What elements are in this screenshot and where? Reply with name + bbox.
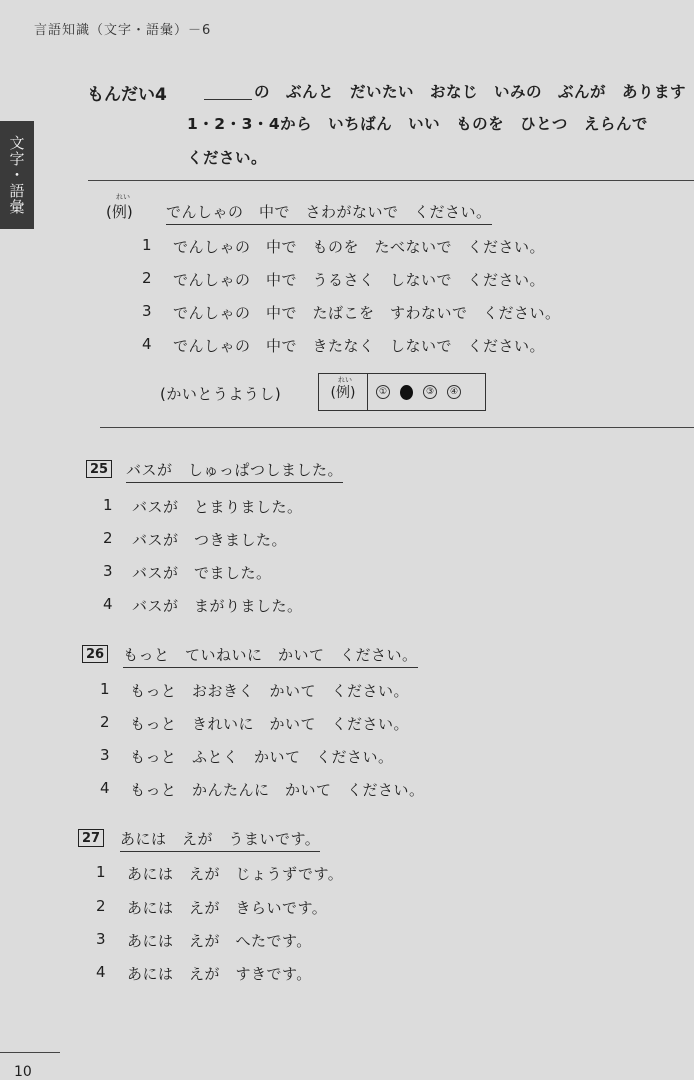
option-text: もっと きれいに かいて ください。 bbox=[130, 715, 410, 733]
option-number: 4 bbox=[96, 963, 106, 981]
answer-sheet-rei-text: (例) bbox=[330, 385, 356, 401]
answer-mark-3: ③ bbox=[423, 385, 437, 399]
option-number: 4 bbox=[100, 779, 110, 797]
question-sentence: あには えが うまいです。 bbox=[120, 828, 320, 852]
mondai-blank-line bbox=[204, 99, 252, 100]
option-number: 3 bbox=[100, 746, 110, 764]
option-number: 3 bbox=[103, 562, 113, 580]
example-option-text: でんしゃの 中で たばこを すわないで ください。 bbox=[173, 304, 561, 322]
section-side-tab: 文字・語彙 bbox=[0, 121, 34, 229]
mondai-instruction-line3: ください。 bbox=[187, 149, 268, 167]
option-text: もっと かんたんに かいて ください。 bbox=[130, 781, 425, 799]
answer-sheet-ruby: れい bbox=[338, 376, 352, 384]
option-number: 2 bbox=[103, 529, 113, 547]
option-text: あには えが きらいです。 bbox=[127, 899, 328, 917]
mondai-instruction-line2: 1・2・3・4から いちばん いい ものを ひとつ えらんで bbox=[187, 115, 648, 133]
option-text: バスが でました。 bbox=[132, 564, 272, 582]
option-number: 2 bbox=[96, 897, 106, 915]
answer-sheet-label: (かいとうようし) bbox=[160, 385, 282, 403]
question-sentence: もっと ていねいに かいて ください。 bbox=[123, 644, 418, 668]
example-ruby: れい bbox=[116, 193, 130, 201]
option-number: 1 bbox=[100, 680, 110, 698]
option-text: もっと おおきく かいて ください。 bbox=[130, 682, 410, 700]
question-number-26: 26 bbox=[82, 645, 108, 663]
example-option-text: でんしゃの 中で ものを たべないで ください。 bbox=[173, 238, 546, 256]
example-option-number: 4 bbox=[142, 335, 152, 353]
example-label bbox=[106, 193, 133, 222]
answer-mark-2-filled bbox=[400, 385, 413, 400]
divider-bottom bbox=[100, 427, 694, 428]
option-text: バスが つきました。 bbox=[132, 531, 288, 549]
option-text: あには えが すきです。 bbox=[127, 965, 312, 983]
question-sentence: バスが しゅっぱつしました。 bbox=[126, 459, 343, 483]
example-sentence: でんしゃの 中で さわがないで ください。 bbox=[166, 201, 492, 225]
example-option-text: でんしゃの 中で きたなく しないで ください。 bbox=[173, 337, 546, 355]
page-header: 言語知識（文字・語彙）－6 bbox=[34, 23, 212, 38]
answer-marks bbox=[376, 385, 461, 400]
question-number-25: 25 bbox=[86, 460, 112, 478]
option-text: バスが まがりました。 bbox=[132, 597, 303, 615]
divider-top bbox=[88, 180, 694, 181]
example-option-number: 2 bbox=[142, 269, 152, 287]
mondai-title: もんだい4 bbox=[87, 85, 167, 105]
answer-mark-1: ① bbox=[376, 385, 390, 399]
option-text: もっと ふとく かいて ください。 bbox=[130, 748, 394, 766]
option-number: 4 bbox=[103, 595, 113, 613]
option-text: あには えが じょうずです。 bbox=[127, 865, 344, 883]
answer-mark-4: ④ bbox=[447, 385, 461, 399]
page-number: 10 bbox=[14, 1064, 32, 1080]
answer-sheet-box bbox=[318, 373, 486, 411]
option-number: 2 bbox=[100, 713, 110, 731]
footer-rule bbox=[0, 1052, 60, 1053]
mondai-instruction-line1: の ぶんと だいたい おなじ いみの ぶんが あります bbox=[254, 83, 687, 101]
example-option-number: 3 bbox=[142, 302, 152, 320]
example-option-number: 1 bbox=[142, 236, 152, 254]
option-number: 1 bbox=[103, 496, 113, 514]
option-text: バスが とまりました。 bbox=[132, 498, 303, 516]
option-number: 1 bbox=[96, 863, 106, 881]
option-text: あには えが へたです。 bbox=[127, 932, 312, 950]
answer-sheet-rei-cell bbox=[319, 374, 368, 410]
example-option-text: でんしゃの 中で うるさく しないで ください。 bbox=[173, 271, 546, 289]
example-label-text: (例) bbox=[106, 203, 133, 221]
question-number-27: 27 bbox=[78, 829, 104, 847]
option-number: 3 bbox=[96, 930, 106, 948]
